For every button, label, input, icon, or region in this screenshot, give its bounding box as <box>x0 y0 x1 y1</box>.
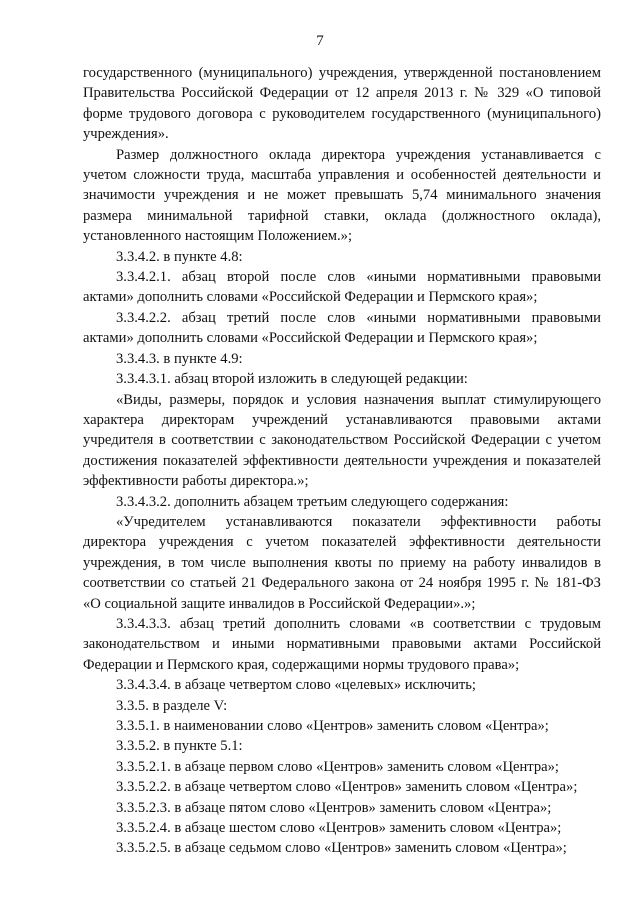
paragraph-item: 3.3.4.2. в пункте 4.8: <box>116 248 243 265</box>
paragraph-continuation: государственного (муниципального) учреждения, утвержденной постановлением Правительства Российской Федерации от 12 апреля 2013 г. № 329 «О типовой форме трудового договора с руководителем государственного (муниципального) учреждения». <box>83 65 601 143</box>
paragraph-item: 3.3.5.2.1. в абзаце первом слово «Центров» заменить словом «Центра»; <box>116 758 559 775</box>
paragraph-item: 3.3.4.2.2. абзац третий после слов «иными нормативными правовыми актами» дополнить словами «Российской Федерации и Пермского края»; <box>83 309 601 347</box>
paragraph-item: 3.3.4.2.1. абзац второй после слов «иными нормативными правовыми актами» дополнить словами «Российской Федерации и Пермского края»; <box>83 269 601 306</box>
paragraph-item: 3.3.5. в разделе V: <box>116 697 228 714</box>
paragraph-quote: «Учредителем устанавливаются показатели эффективности работы директора учреждения с учетом показателей эффективности деятельности учреждения, в том числе выполнения квоты по приему на работу инвалидов в соответствии со статьей 21 Федерального закона от 24 ноября 1995 г. № 181-ФЗ «О социальной защите инвалидов в Российской Федерации».»; <box>83 513 601 612</box>
paragraph-item: 3.3.5.1. в наименовании слово «Центров» заменить словом «Центра»; <box>116 718 549 734</box>
paragraph-item: 3.3.5.2.3. в абзаце пятом слово «Центров» заменить словом «Центра»; <box>116 799 552 816</box>
paragraph-item: 3.3.4.3.3. абзац третий дополнить словами «в соответствии с трудовым законодательством и иными нормативными правовыми актами Российской Федерации и Пермского края, содержащими нормы трудового права»; <box>83 615 601 673</box>
paragraph-item: 3.3.5.2. в пункте 5.1: <box>116 738 243 755</box>
paragraph-item: 3.3.4.3. в пункте 4.9: <box>116 350 243 367</box>
document-body <box>83 63 601 859</box>
paragraph-item: 3.3.4.3.4. в абзаце четвертом слово «целевых» исключить; <box>116 677 476 694</box>
paragraph-item: 3.3.5.2.5. в абзаце седьмом слово «Центров» заменить словом «Центра»; <box>116 840 567 857</box>
paragraph-item: 3.3.5.2.2. в абзаце четвертом слово «Центров» заменить словом «Центра»; <box>116 779 578 796</box>
page-number: 7 <box>316 33 324 49</box>
paragraph-item: 3.3.4.3.1. абзац второй изложить в следующей редакции: <box>116 371 468 388</box>
paragraph-quote: «Виды, размеры, порядок и условия назначения выплат стимулирующего характера директорам учреждений устанавливаются правовыми актами учредителя в соответствии с законодательством Российской Федерации с учетом достижения показателей эффективности деятельности учреждения и показателей эффективности работы директора.»; <box>83 391 601 490</box>
paragraph-item: 3.3.4.3.2. дополнить абзацем третьим следующего содержания: <box>116 493 509 510</box>
paragraph-salary-size: Размер должностного оклада директора учреждения устанавливается с учетом сложности труда, масштаба управления и особенностей деятельности и значимости учреждения и не может превышать 5,74 минимального значения размера минимальной тарифной ставки, оклада (должностного оклада), установленного настоящим Положением.»; <box>83 146 601 245</box>
paragraph-item: 3.3.5.2.4. в абзаце шестом слово «Центров» заменить словом «Центра»; <box>116 820 562 837</box>
